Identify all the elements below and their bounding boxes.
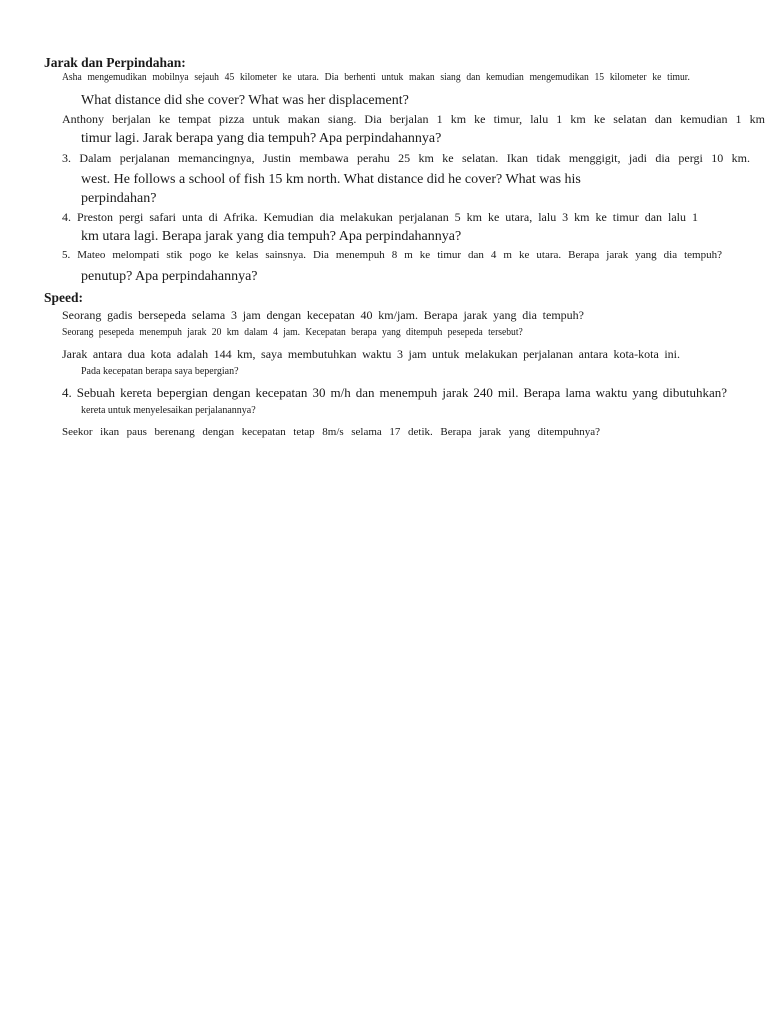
speed-line-3: Jarak antara dua kota adalah 144 km, saya membutuhkan waktu 3 jam untuk melakukan perjalanan antara kota-kota ini.: [62, 347, 680, 361]
speed-line-7: Seekor ikan paus berenang dengan kecepatan tetap 8m/s selama 17 detik. Berapa jarak yang ditempuhnya?: [62, 426, 600, 438]
jarak-line-8: 4. Preston pergi safari unta di Afrika. Kemudian dia melakukan perjalanan 5 km ke utara, lalu 3 km ke timur dan lalu 1: [62, 210, 698, 224]
jarak-line-1: Asha mengemudikan mobilnya sejauh 45 kilometer ke utara. Dia berhenti untuk makan siang dan kemudian mengemudikan 15 kilometer ke timur.: [62, 72, 690, 83]
speed-line-6: kereta untuk menyelesaikan perjalanannya?: [81, 405, 256, 416]
speed-line-1: Seorang gadis bersepeda selama 3 jam dengan kecepatan 40 km/jam. Berapa jarak yang dia tempuh?: [62, 308, 584, 322]
jarak-line-4: timur lagi. Jarak berapa yang dia tempuh? Apa perpindahannya?: [81, 131, 442, 146]
speed-line-4: Pada kecepatan berapa saya bepergian?: [81, 366, 239, 377]
heading-jarak-dan-perpindahan: Jarak dan Perpindahan:: [44, 55, 186, 70]
heading-speed: Speed:: [44, 290, 84, 305]
jarak-line-9: km utara lagi. Berapa jarak yang dia tempuh? Apa perpindahannya?: [81, 229, 462, 244]
jarak-line-6: west. He follows a school of fish 15 km north. What distance did he cover? What was his: [81, 172, 581, 187]
speed-line-2: Seorang pesepeda menempuh jarak 20 km dalam 4 jam. Kecepatan berapa yang ditempuh pesepeda tersebut?: [62, 327, 523, 338]
jarak-line-10: 5. Mateo melompati stik pogo ke kelas sainsnya. Dia menempuh 8 m ke timur dan 4 m ke utara. Berapa jarak yang dia tempuh?: [62, 249, 722, 261]
jarak-line-2: What distance did she cover? What was her displacement?: [81, 93, 409, 108]
jarak-line-5: 3. Dalam perjalanan memancingnya, Justin membawa perahu 25 km ke selatan. Ikan tidak menggigit, jadi dia pergi 10 km.: [62, 151, 750, 165]
jarak-line-7: perpindahan?: [81, 191, 157, 206]
jarak-line-11: penutup? Apa perpindahannya?: [81, 269, 258, 284]
speed-line-5: 4. Sebuah kereta bepergian dengan kecepatan 30 m/h dan menempuh jarak 240 mil. Berapa lama waktu yang dibutuhkan?: [62, 385, 727, 400]
jarak-line-3: Anthony berjalan ke tempat pizza untuk makan siang. Dia berjalan 1 km ke timur, lalu 1 km ke selatan dan kemudian 1 km: [62, 112, 765, 126]
